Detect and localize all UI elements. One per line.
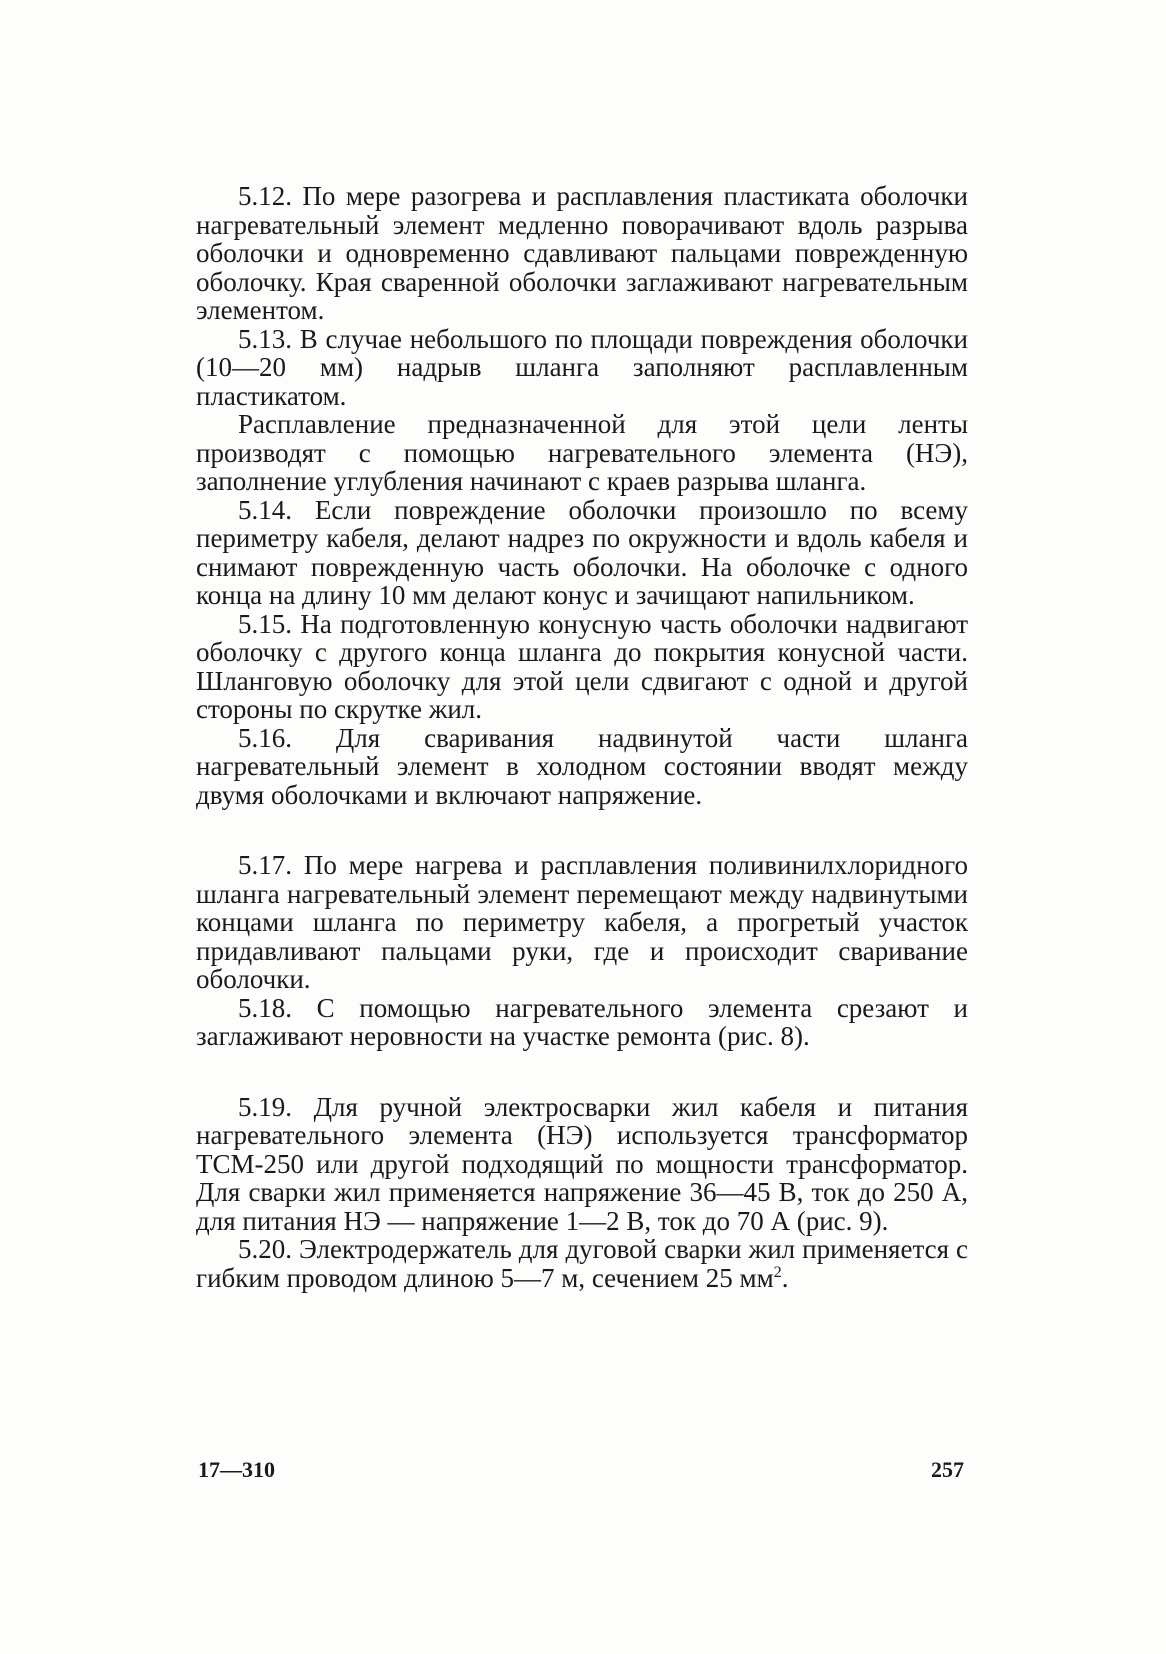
body-text bbox=[196, 182, 968, 1292]
paragraph-5-18: 5.18. С помощью нагревательного элемента срезают и заглаживают неровности на участке ремонта (рис. 8). bbox=[196, 992, 968, 1051]
paragraph-5-17: 5.17. По мере нагрева и расплавления поливинилхлоридного шланга нагревательный элемент перемещают между надвинутыми концами шланга по периметру кабеля, а прогретый участок придавливают пальцами руки, где и происходит сваривание оболочки. bbox=[196, 850, 968, 994]
page-number: 257 bbox=[931, 1457, 964, 1482]
paragraph-melting: Расплавление предназначенной для этой цели ленты производят с помощью нагревательного элемента (НЭ), заполнение углубления начинают с краев разрыва шланга. bbox=[196, 409, 968, 496]
paragraph-5-13: 5.13. В случае небольшого по площади повреждения оболочки (10—20 мм) надрыв шланга заполняют расплавленным пластикатом. bbox=[196, 323, 968, 411]
paragraph-5-16: 5.16. Для сваривания надвинутой части шланга нагревательный элемент в холодном состоянии вводят между двумя оболочками и включают напряжение. bbox=[196, 722, 968, 810]
superscript-2: 2 bbox=[773, 1262, 782, 1281]
paragraph-5-19: 5.19. Для ручной электросварки жил кабеля и питания нагревательного элемента (НЭ) используется трансформатор ТСМ-250 или другой подходящий по мощности трансформатор. Для сварки жил применяется напряжение 36—45 В, ток до 250 А, для питания НЭ — напряжение 1—2 В, ток до 70 А (рис. 9). bbox=[196, 1091, 968, 1236]
paragraph-5-12: 5.12. По мере разогрева и расплавления пластиката оболочки нагревательный элемент медленно поворачивают вдоль разрыва оболочки и одновременно сдавливают пальцами поврежденную оболочку. Края сваренной оболочки заглаживают нагревательным элементом. bbox=[196, 181, 968, 325]
paragraph-5-20-text: 5.20. Электродержатель для дуговой сварки жил применяется с гибким проводом длиною 5—7 м, сечением 25 мм bbox=[196, 1234, 968, 1293]
paragraph-5-14: 5.14. Если повреждение оболочки произошло по всему периметру кабеля, делают надрез по окружности и вдоль кабеля и снимают поврежденную часть оболочки. На оболочке с одного конца на длину 10 мм делают конус и зачищают напильником. bbox=[196, 494, 968, 610]
paragraph-5-20: 5.20. Электродержатель для дуговой сварки жил применяется с гибким проводом длиною 5—7 м, сечением 25 $мм^2$. bbox=[196, 1234, 968, 1293]
sheet-signature: 17—310 bbox=[198, 1457, 275, 1482]
paragraph-5-15: 5.15. На подготовленную конусную часть оболочки надвигают оболочку с другого конца шланга до покрытия конусной части. Шланговую оболочку для этой цели сдвигают с одной и другой стороны по скрутке жил. bbox=[196, 608, 968, 724]
